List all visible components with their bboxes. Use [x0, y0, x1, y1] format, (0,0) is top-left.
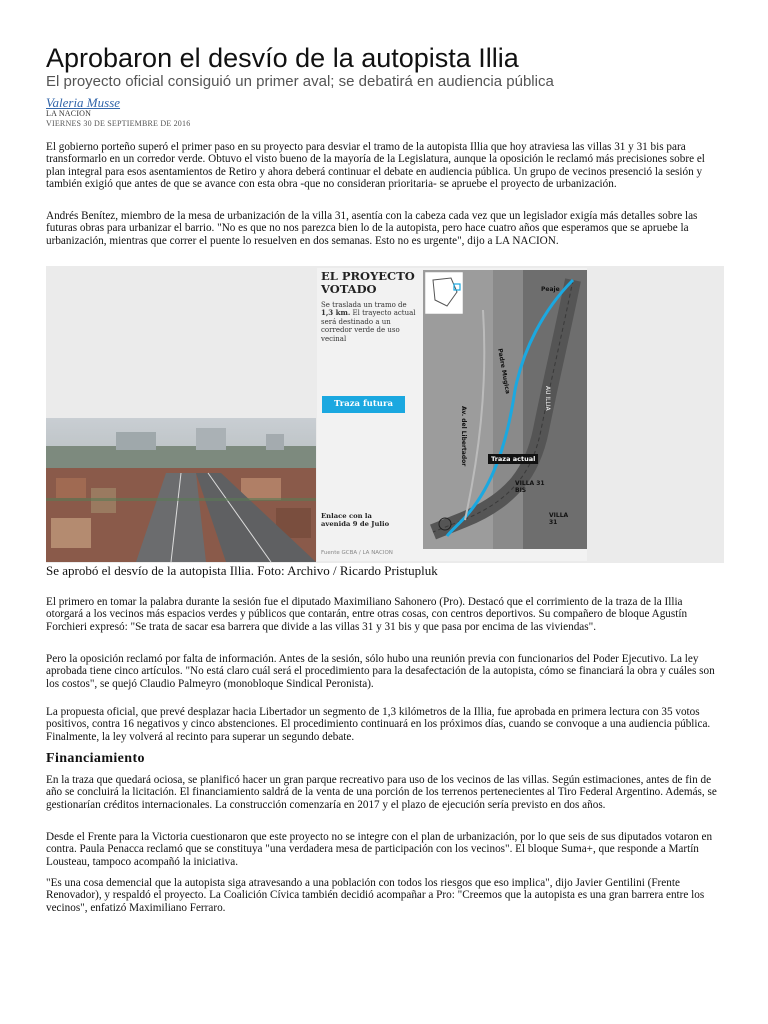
infographic-title — [321, 270, 415, 295]
paragraph-intro: El gobierno porteño superó el primer paso en su proyecto para desviar el tramo de la autopista Illia que hoy atraviesa las villas 31 y 31 bis para transformarlo en un corredor verde. Obtuvo el visto bueno de la mayoría de la Legislatura, aunque la oposición le reclamó más precisiones sobre el plan integral para esos asentamientos de Retiro y ahora deberá continuar el debate en audiencia pública. Un grupo de vecinos presenció la sesión y también exigió que antes de que se avance con esta obra -que no consideran prioritaria- se apruebe el proyecto de urbanización. — [46, 141, 705, 190]
link-label: Enlace con la avenida 9 de Julio — [321, 512, 390, 528]
archive-photo — [46, 418, 316, 562]
map-label-villa31bis: VILLA 31 BIS — [515, 480, 545, 494]
paragraph-gentilini: "Es una cosa demencial que la autopista siga atravesando a una población con todos los riesgos que eso implica", dijo Javier Gentilini (Frente Renovador), y respaldó el proyecto. La Coalición Cívica también decidió acompañar a Pro: "Creemos que la autopista es una gran barrera entre los vecinos", enfatizó Maximiliano Ferraro. — [46, 877, 705, 914]
map-label-libertador: Av. del Libertador — [460, 406, 467, 467]
map-label-padre: Padre Mugica — [496, 348, 511, 395]
future-route-label: Traza futura — [322, 396, 405, 413]
infographic-source: Fuente GCBA / LA NACION — [321, 550, 393, 556]
paragraph-propuesta: La propuesta oficial, que prevé desplazar hacia Libertador un segmento de 1,3 kilómetros de la Illia, fue aprobada en primera lectura con 35 votos positivos, contra 16 negativos y cinco abstenciones. El procedimiento continuará en los próximos días, cuando se convoque a una audiencia pública. Finalmente, la ley volverá al recinto para superar un segundo debate. — [46, 706, 711, 743]
article-subheadline: El proyecto oficial consiguió un primer aval; se debatirá en audiencia pública — [46, 73, 554, 90]
paragraph-traza: En la traza que quedará ociosa, se planificó hacer un gran parque recreativo para uso de los vecinos de las villas. Según estimaciones, antes de fin de año se concluirá la licitación. El financiamiento saldrá de la venta de una porción de los terrenos pertenecientes al Tiro Federal Argentino. Además, se gestionarían créditos internacionales. La construcción comenzaría en 2017 y el plazo de ejecución sería previsto en dos años. — [46, 774, 717, 811]
map-label-illia: AU ILLIA — [544, 386, 551, 411]
section-heading: Financiamiento — [46, 751, 145, 766]
current-route-label: Traza actual — [488, 454, 538, 464]
desc-bold: 1,3 km. — [321, 308, 351, 318]
article-figure — [46, 266, 724, 563]
article-headline: Aprobaron el desvío de la autopista Illia — [46, 43, 519, 73]
map-label-peaje: Peaje — [541, 286, 560, 293]
paragraph-benitez: Andrés Benítez, miembro de la mesa de urbanización de la villa 31, asentía con la cabeza cada vez que un legislador exigía más detalles sobre las futuras obras para urbanizar el barrio. "No es que no nos parezca bien lo de la autopista, pero hace cuatro años que esperamos que se apruebe la urbanización, mientras que correr el puente lo resuelven en dos semanas. Esto no es urgente", dijo a LA NACION. — [46, 210, 698, 247]
figure-caption: Se aprobó el desvío de la autopista Illia. Foto: Archivo / Ricardo Pristupluk — [46, 563, 438, 578]
infographic-title-line2: VOTADO — [321, 281, 377, 296]
infographic-description — [321, 301, 419, 343]
author-link[interactable]: Valeria Musse — [46, 95, 121, 110]
paragraph-sahonero: El primero en tomar la palabra durante la sesión fue el diputado Maximiliano Sahonero (Pro). Destacó que el corrimiento de la traza de la Illia otorgará a los vecinos más espacios verdes y públicos que contarán, entre otras cosas, con centros deportivos. Su compañero de bloque Agustín Forchieri expresó: "Se trata de sacar esa barrera que divide a las villas 31 y 31 bis y que pasa por encima de las viviendas". — [46, 596, 688, 633]
route-map — [423, 270, 587, 549]
outlet-name: LA NACION — [46, 109, 92, 118]
paragraph-frente: Desde el Frente para la Victoria cuestionaron que este proyecto no se integre con el plan de urbanización, por lo que seis de sus diputados votaron en contra. Paula Penacca reclamó que se constituya "una verdadera mesa de participación con los vecinos". El bloque Suma+, que responde a Martín Lousteau, tampoco acompañó la iniciativa. — [46, 831, 713, 868]
desc-pre: Se traslada un tramo de — [321, 301, 407, 309]
project-infographic — [317, 268, 587, 561]
publish-date: VIERNES 30 DE SEPTIEMBRE DE 2016 — [46, 119, 191, 128]
infographic-title-line1: EL PROYECTO — [321, 269, 415, 283]
desc-post: El trayecto actual será destinado a un corredor verde de uso vecinal — [321, 309, 416, 343]
map-label-villa31: VILLA 31 — [549, 512, 569, 526]
paragraph-oposicion: Pero la oposición reclamó por falta de información. Antes de la sesión, sólo hubo una reunión previa con funcionarios del Poder Ejecutivo. La ley aprobada tiene cinco artículos. "No está claro cuál será el procedimiento para la desafectación de la autopista, cómo se financiará la obra y cuáles son los costos", se quejó Claudio Palmeyro (monobloque Sindical Peronista). — [46, 653, 715, 690]
